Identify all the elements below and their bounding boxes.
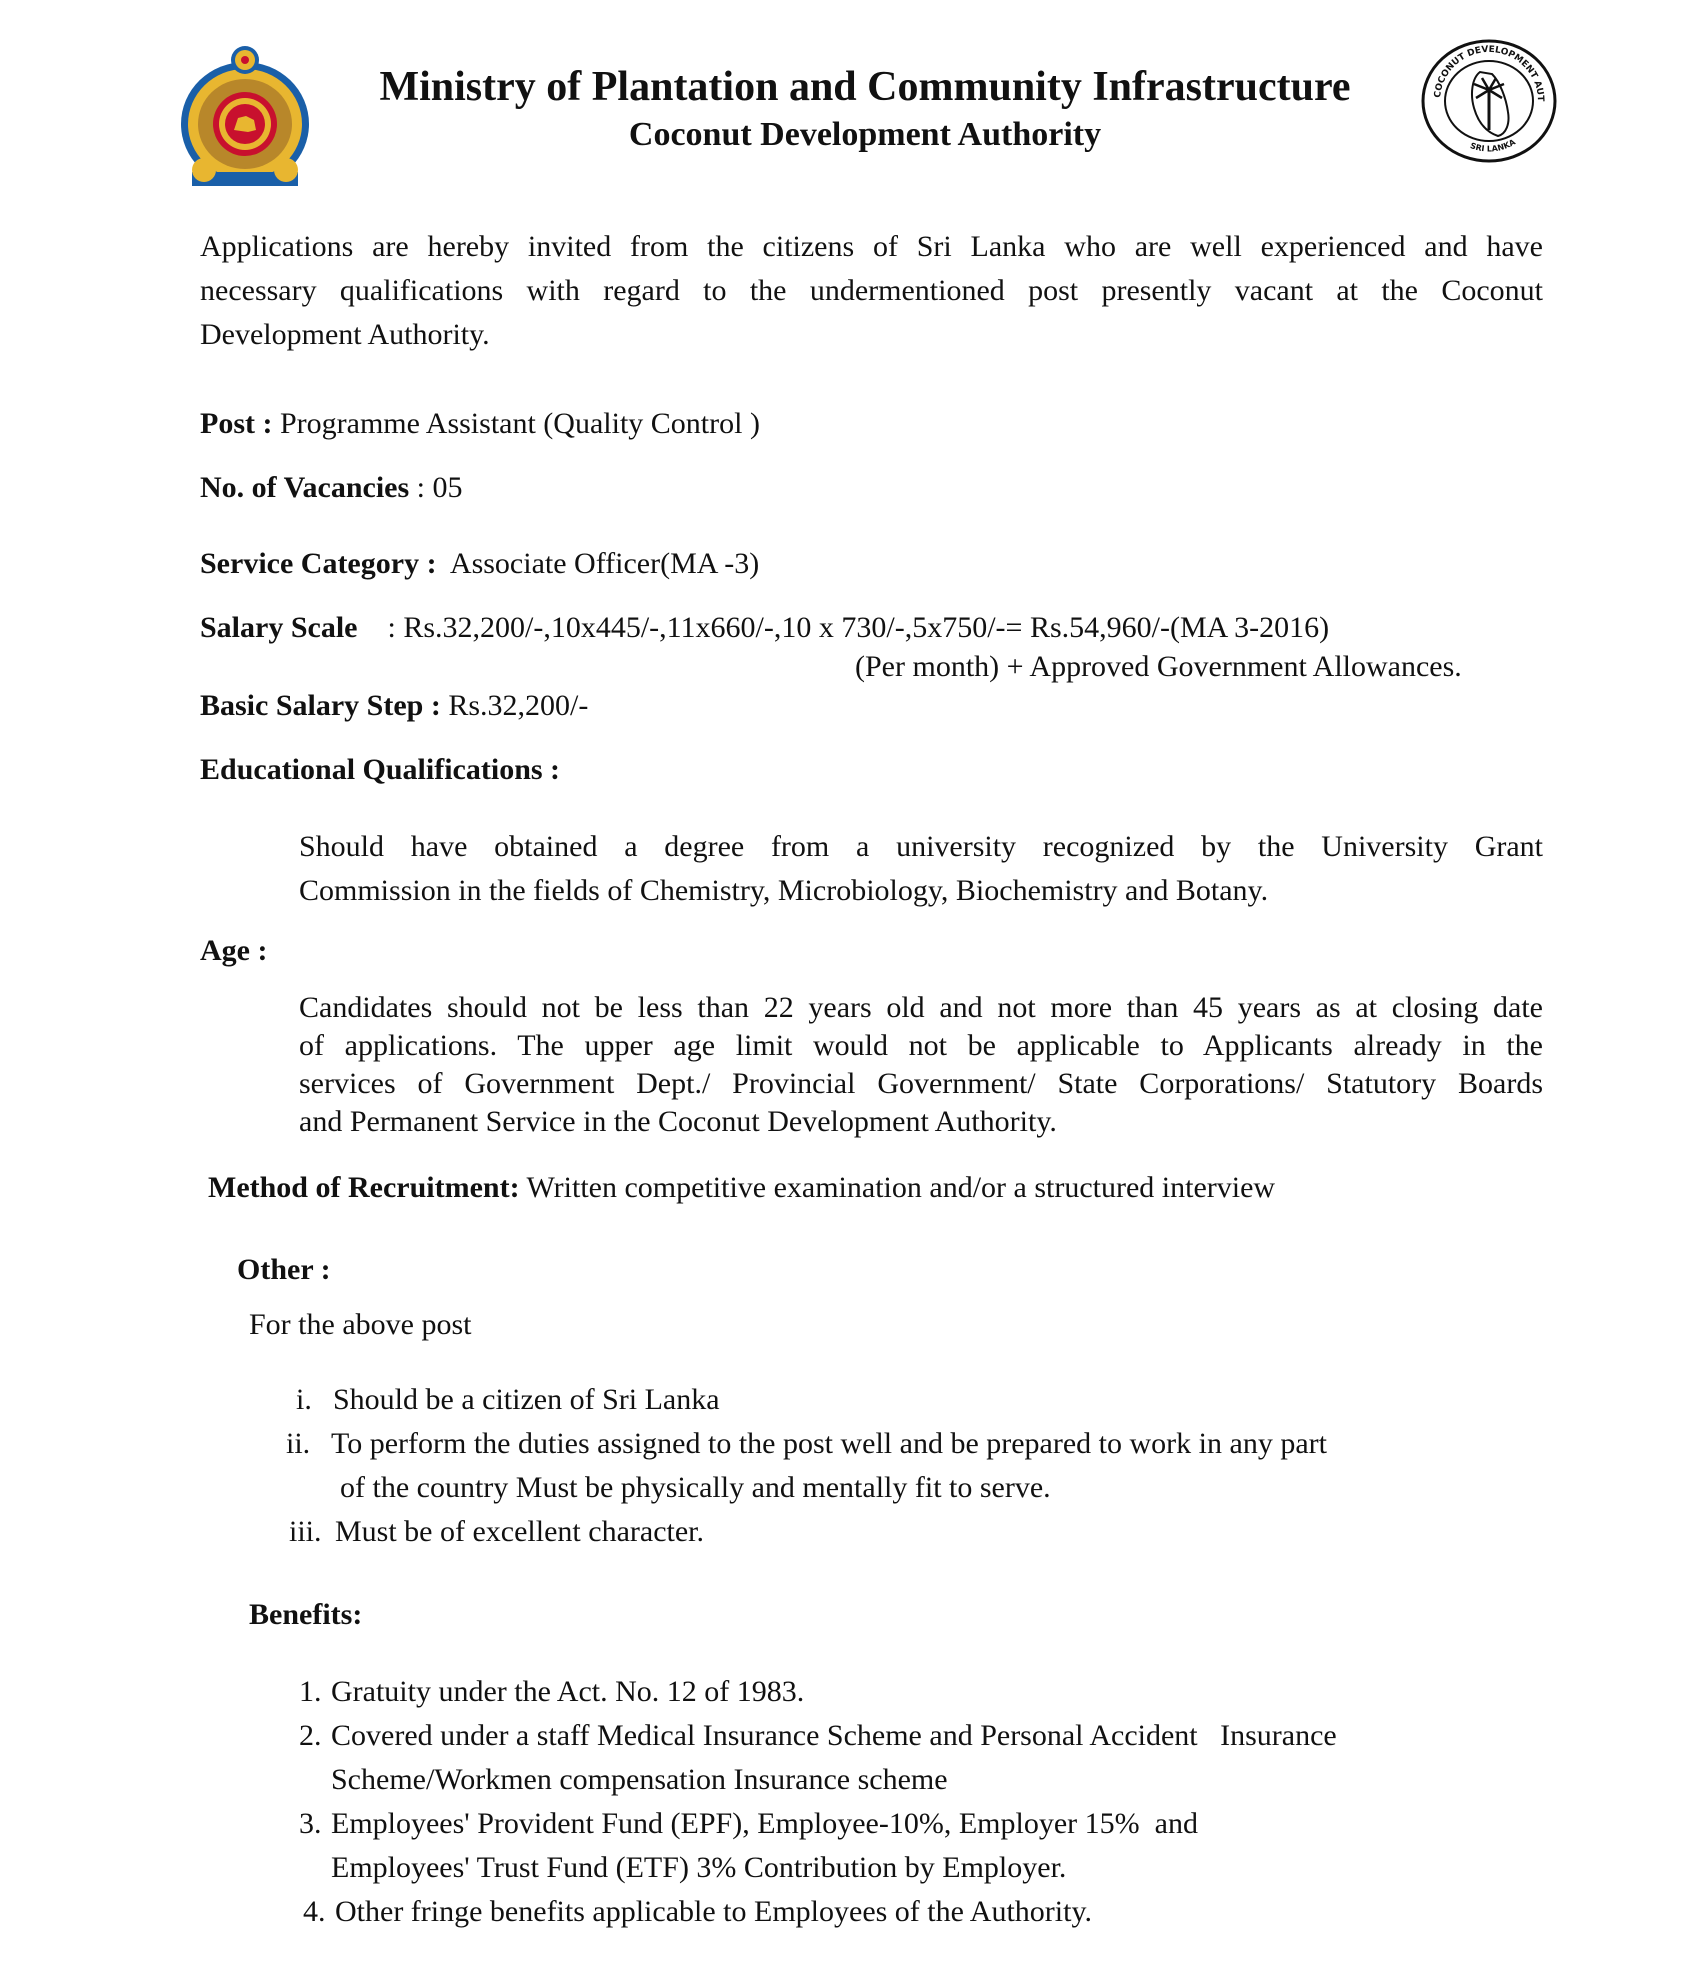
other-item-2-line-1: To perform the duties assigned to the post well and be prepared to work in any part: [331, 1427, 1327, 1460]
basic-salary-row: [200, 684, 588, 728]
post-row: [200, 402, 760, 446]
seal-text: COCONUT DEVELOPMENT AUT: [1433, 44, 1546, 102]
age-line-2: of applications. The upper age limit would not be applicable to Applicants already in the: [299, 1029, 1543, 1062]
intro-line-1: Applications are hereby invited from the citizens of Sri Lanka who are well experienced and have: [200, 230, 1543, 263]
post-value: Programme Assistant (Quality Control ): [279, 407, 760, 440]
salary-scale-label: Salary Scale: [200, 611, 358, 644]
sri-lanka-emblem-icon: [174, 40, 316, 192]
intro-line-2: necessary qualifications with regard to the undermentioned post presently vacant at the Coconut: [200, 274, 1543, 307]
benefit-item-2-line-2: Scheme/Workmen compensation Insurance scheme: [331, 1763, 948, 1796]
benefit-item-3-num: 3.: [299, 1807, 322, 1840]
recruitment-value: Written competitive examination and/or a structured interview: [526, 1171, 1276, 1204]
salary-scale-row: [200, 606, 1329, 650]
salary-scale-value: : Rs.32,200/-,10x445/-,11x660/-,10 x 730/-,5x750/-= Rs.54,960/-(MA 3-2016): [387, 611, 1330, 644]
age-line-1: Candidates should not be less than 22 years old and not more than 45 years as at closing date: [299, 991, 1543, 1024]
other-item-2-line-2: of the country Must be physically and mentally fit to serve.: [340, 1471, 1051, 1504]
benefit-item-3-line-2: Employees' Trust Fund (ETF) 3% Contribution by Employer.: [331, 1851, 1067, 1884]
other-label: Other :: [237, 1253, 331, 1286]
ministry-title: Ministry of Plantation and Community Infrastructure: [379, 64, 1351, 110]
service-category-row: [200, 542, 759, 586]
authority-title: Coconut Development Authority: [628, 116, 1102, 153]
cda-seal-icon: [1420, 38, 1558, 164]
benefit-item-4-num: 4.: [303, 1895, 326, 1928]
benefit-item-2-line-1: Covered under a staff Medical Insurance Scheme and Personal Accident Insurance: [331, 1719, 1337, 1752]
service-category-value: Associate Officer(MA -3): [449, 547, 760, 580]
other-item-1: Should be a citizen of Sri Lanka: [333, 1383, 720, 1416]
benefit-item-4: Other fringe benefits applicable to Employees of the Authority.: [335, 1895, 1093, 1928]
other-intro: For the above post: [249, 1308, 472, 1341]
basic-salary-label: Basic Salary Step :: [200, 689, 441, 722]
salary-scale-value-2: (Per month) + Approved Government Allowances.: [855, 650, 1462, 683]
age-label: Age :: [200, 934, 268, 967]
service-category-label: Service Category :: [200, 547, 437, 580]
benefit-item-3-line-1: Employees' Provident Fund (EPF), Employee-10%, Employer 15% and: [331, 1807, 1198, 1840]
other-item-3: Must be of excellent character.: [335, 1515, 704, 1548]
post-label: Post :: [200, 407, 273, 440]
education-line-1: Should have obtained a degree from a university recognized by the University Grant: [299, 830, 1543, 863]
basic-salary-value: Rs.32,200/-: [448, 689, 589, 722]
age-line-3: services of Government Dept./ Provincial Government/ State Corporations/ Statutory Boards: [299, 1067, 1543, 1100]
education-label: Educational Qualifications :: [200, 753, 561, 786]
benefit-item-2-num: 2.: [299, 1719, 322, 1752]
other-item-2-num: ii.: [286, 1427, 311, 1460]
recruitment-label: Method of Recruitment:: [208, 1171, 520, 1204]
recruitment-row: [208, 1166, 1275, 1210]
other-item-1-num: i.: [296, 1383, 312, 1416]
seal-country: SRI LANKA: [1468, 137, 1517, 154]
vacancies-value: : 05: [416, 471, 463, 504]
vacancies-label: No. of Vacancies: [200, 471, 410, 504]
benefit-item-1: Gratuity under the Act. No. 12 of 1983.: [331, 1675, 805, 1708]
intro-line-3: Development Authority.: [200, 318, 490, 351]
education-line-2: Commission in the fields of Chemistry, Microbiology, Biochemistry and Botany.: [299, 874, 1269, 907]
age-line-4: and Permanent Service in the Coconut Development Authority.: [299, 1105, 1057, 1138]
vacancies-row: [200, 466, 463, 510]
benefits-label: Benefits:: [249, 1598, 363, 1631]
other-item-3-num: iii.: [289, 1515, 322, 1548]
benefit-item-1-num: 1.: [299, 1675, 322, 1708]
